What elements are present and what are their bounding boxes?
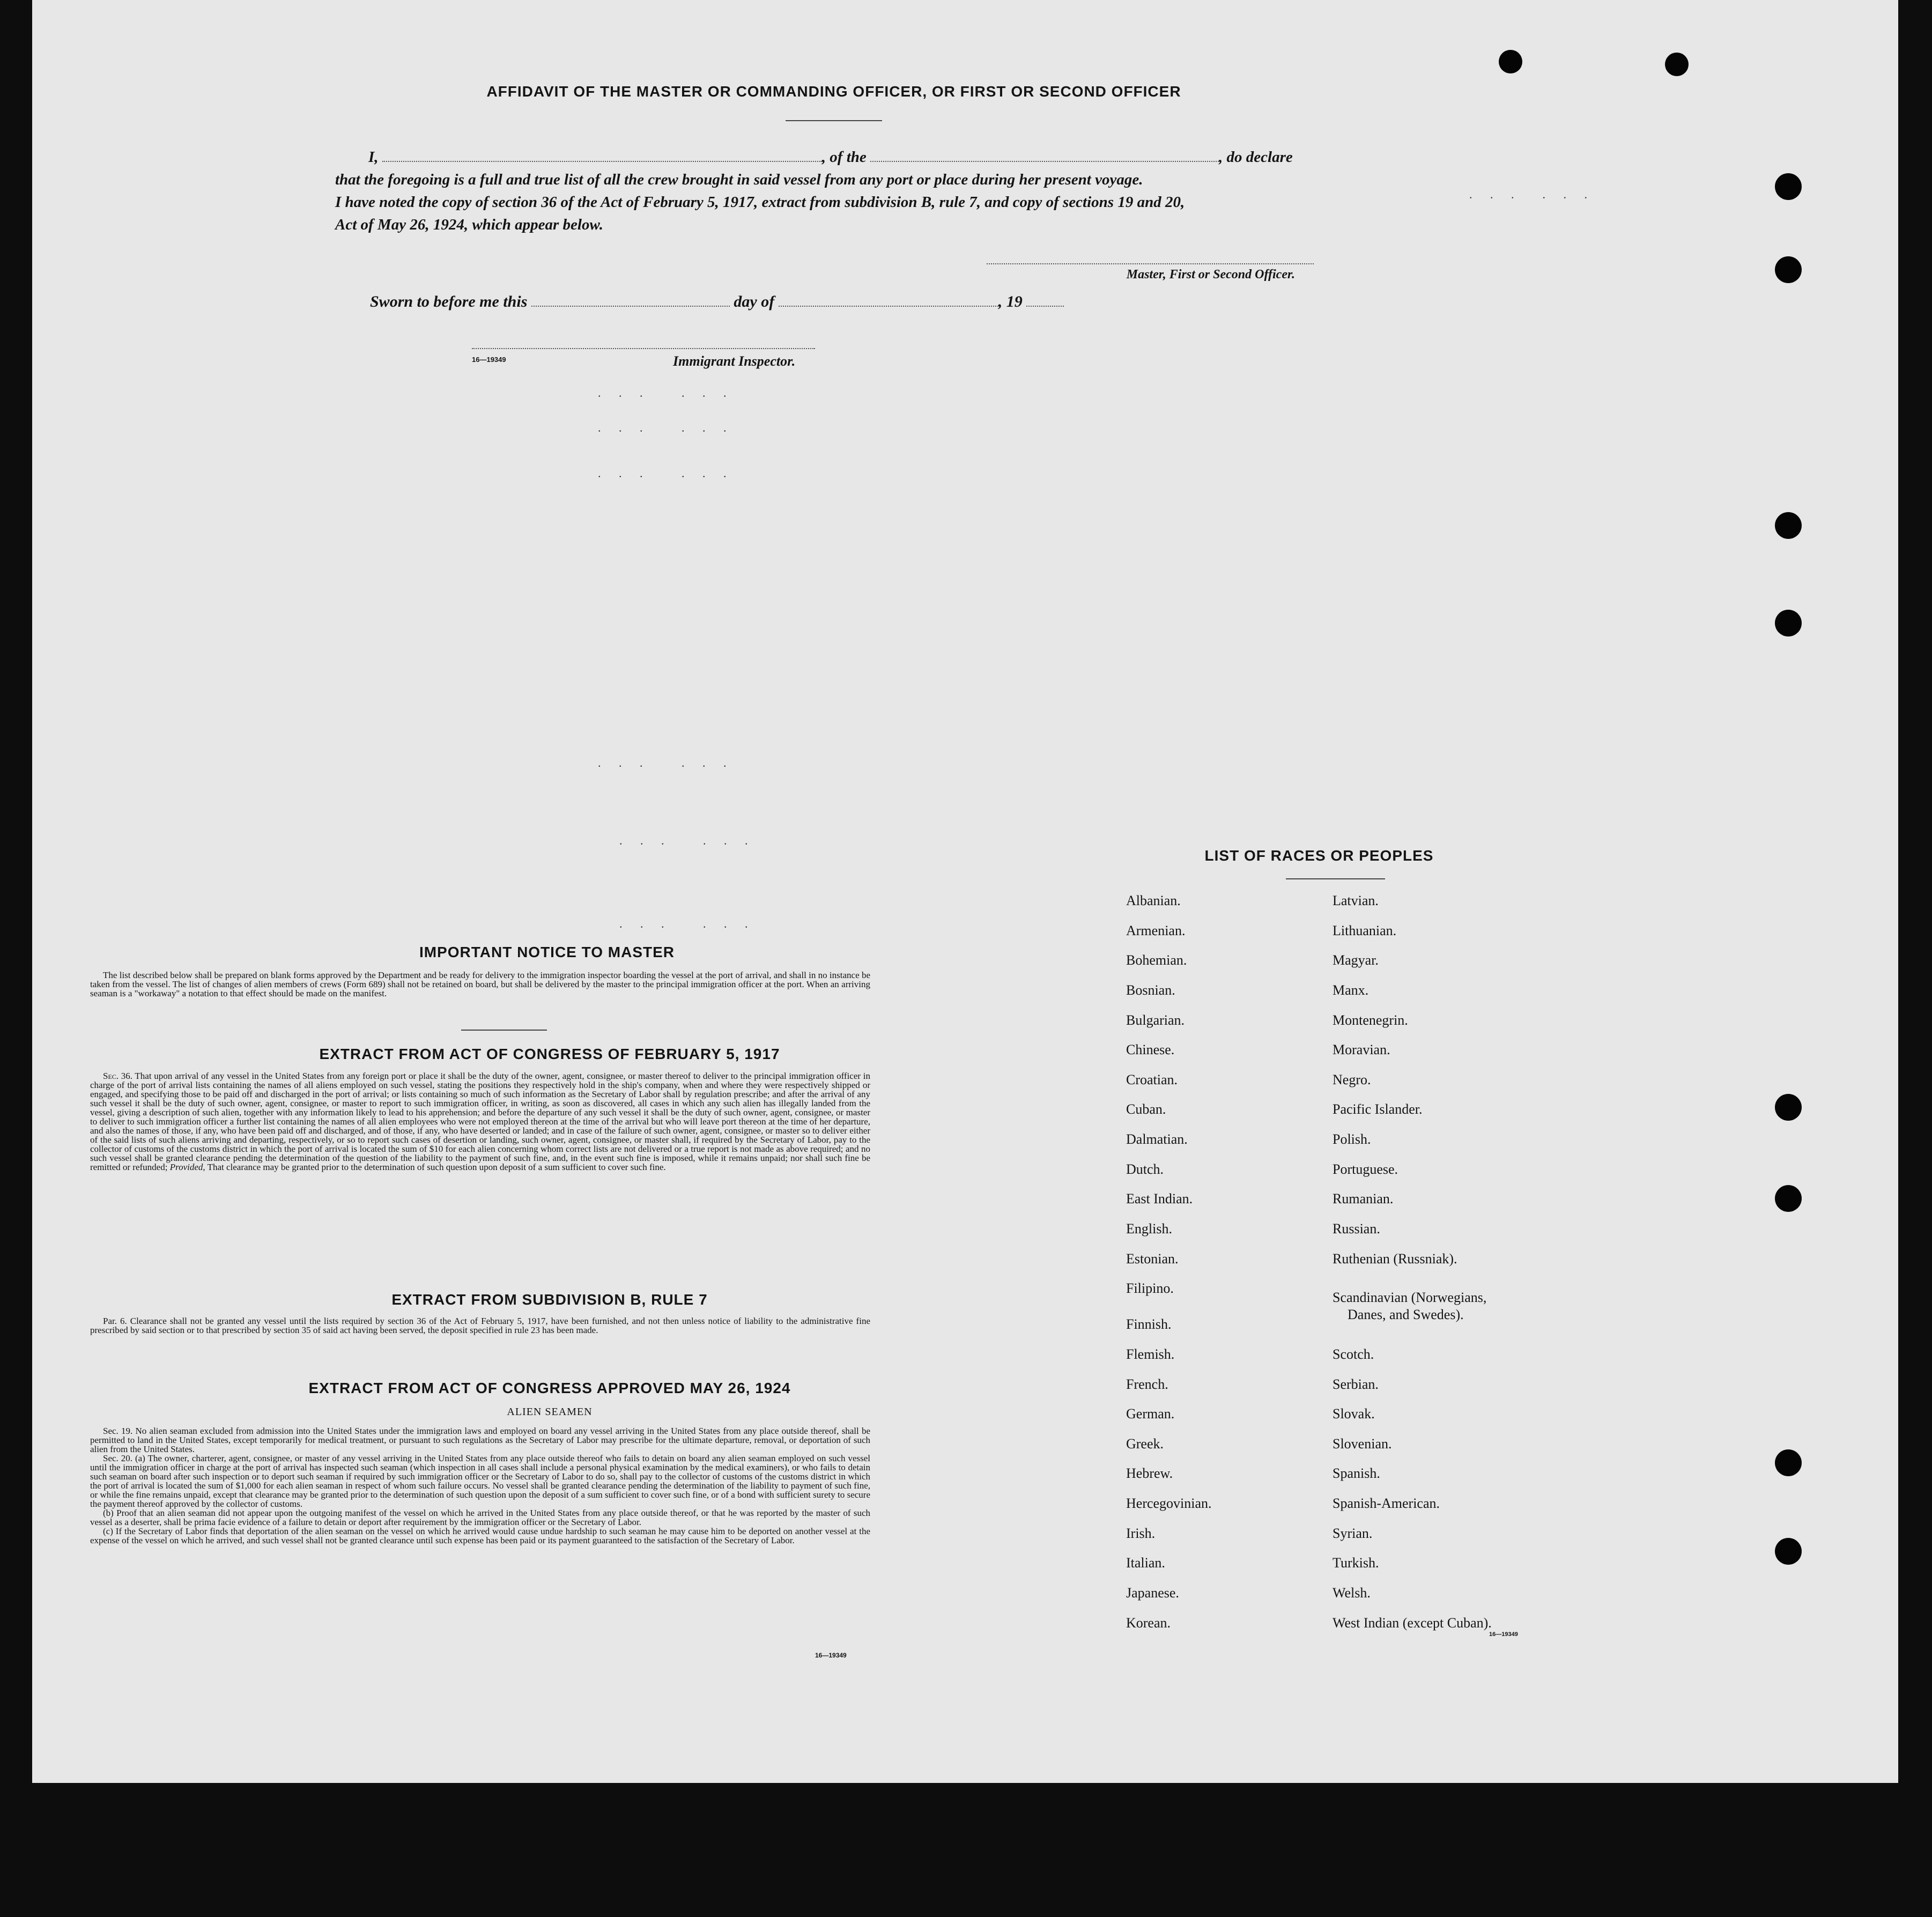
- race-item: Italian.: [1126, 1555, 1165, 1571]
- race-item: Scotch.: [1333, 1346, 1374, 1362]
- race-item: Korean.: [1126, 1615, 1171, 1631]
- race-item: Hebrew.: [1126, 1465, 1173, 1481]
- races-right-column: [1333, 893, 1601, 1654]
- sec20b-paragraph: (b) Proof that an alien seaman did not appear upon the outgoing manifest of the vessel on which he arrived in the United States from any place outside thereof, or that he was reported by the master of such vessel as a deserter, shall be prima facie evidence of a failure to detain or deport after requirement by the immigration officer or the Secretary of Labor.: [90, 1508, 870, 1527]
- race-item: Portuguese.: [1333, 1161, 1398, 1177]
- race-item: Irish.: [1126, 1526, 1156, 1541]
- master-signature-line[interactable]: [987, 263, 1314, 264]
- race-item: Montenegrin.: [1333, 1012, 1408, 1028]
- race-item: Cuban.: [1126, 1101, 1166, 1117]
- race-item: Bosnian.: [1126, 982, 1175, 998]
- affidavit-line-3: I have noted the copy of section 36 of the Act of February 5, 1917, extract from subdivision B, rule 7, and copy of sections 19 and 20,: [335, 194, 1185, 211]
- race-item: Negro.: [1333, 1072, 1371, 1087]
- race-item: Russian.: [1333, 1221, 1380, 1237]
- form-number: 16—19349: [472, 356, 506, 364]
- race-item: Rumanian.: [1333, 1191, 1394, 1207]
- affidavit-line-4: Act of May 26, 1924, which appear below.: [335, 216, 603, 233]
- race-item: Serbian.: [1333, 1376, 1379, 1392]
- race-item: Slovak.: [1333, 1406, 1375, 1422]
- race-item: Spanish.: [1333, 1465, 1380, 1481]
- proviso-text: That clearance may be granted prior to the determination of such question upon deposit of a sum sufficient to cover such fine.: [207, 1162, 666, 1172]
- act1924-title: EXTRACT FROM ACT OF CONGRESS APPROVED MAY 26, 1924: [308, 1380, 791, 1396]
- name-blank[interactable]: [382, 160, 822, 162]
- race-item: Spanish-American.: [1333, 1496, 1440, 1511]
- master-signature-block: [987, 263, 1314, 282]
- punch-hole: [1775, 512, 1802, 539]
- punch-hole: [1775, 610, 1802, 636]
- race-item: West Indian (except Cuban).: [1333, 1615, 1492, 1631]
- sec19-paragraph: Sec. 19. No alien seaman excluded from admission into the United States under the immigration laws and employed on board any vessel arriving in the United States from any place outside thereof, shall be permitted to land in the United States, except temporarily for medical treatment, or pursuant to such regulations as the Secretary of Labor may prescribe for the ultimate departure, removal, or deportation of such alien from the United States.: [90, 1426, 870, 1454]
- race-item: Slovenian.: [1333, 1436, 1392, 1452]
- races-title: LIST OF RACES OR PEOPLES: [1204, 847, 1434, 864]
- race-item: Welsh.: [1333, 1585, 1371, 1601]
- race-item: Bulgarian.: [1126, 1012, 1185, 1028]
- affidavit-of-the: , of the: [821, 149, 867, 166]
- punch-hole: [1499, 50, 1522, 73]
- stray-marks: . . . . . .: [1469, 188, 1595, 201]
- race-item: Greek.: [1126, 1436, 1164, 1452]
- race-item: Danes, and Swedes).: [1348, 1307, 1464, 1322]
- race-item: Japanese.: [1126, 1585, 1179, 1601]
- proviso-label: Provided,: [169, 1162, 205, 1172]
- stray-marks: . . . . . .: [619, 917, 756, 930]
- affidavit-line-1: [335, 146, 1338, 168]
- stray-marks: . . . . . .: [598, 467, 734, 480]
- race-item: Scandinavian (Norwegians,: [1333, 1290, 1487, 1305]
- race-item: East Indian.: [1126, 1191, 1193, 1207]
- sec36-paragraph: [90, 1071, 870, 1172]
- race-item: Latvian.: [1333, 893, 1379, 908]
- race-item: German.: [1126, 1406, 1175, 1422]
- race-item: Croatian.: [1126, 1072, 1178, 1087]
- sec20c-paragraph: (c) If the Secretary of Labor finds that deportation of the alien seaman on the vessel on which he arrived would cause undue hardship to such seaman he may cause him to be deported on another vessel at the expense of the vessel on which he arrived, and such vessel shall not be granted clearance until such expense has been paid or its payment guaranteed to the satisfaction of the Secretary of Labor.: [90, 1526, 870, 1545]
- race-item: Ruthenian (Russniak).: [1333, 1251, 1457, 1267]
- affidavit-do-declare: , do declare: [1219, 149, 1293, 166]
- day-of-label: day of: [734, 293, 775, 310]
- punch-hole: [1775, 256, 1802, 283]
- rule7-title: EXTRACT FROM SUBDIVISION B, RULE 7: [391, 1291, 708, 1308]
- sec36-text: That upon arrival of any vessel in the United States from any foreign port or place it shall be the duty of the owner, agent, consignee, or master thereof to deliver to the principal immigration officer in charge of the port of arrival lists containing the names of all aliens employed on such vessel, stating the positions they respectively hold in the ship's company, when and where they were respectively shipped or engaged, and specifying those to be paid off and discharged in the port of arrival; or lists containing so much of such information as the Secretary of Labor shall by regulation prescribe; and after the arrival of any such vessel it shall be the duty of such owner, agent, consignee, or master to report to such immigration officer, in writing, as soon as discovered, all cases in which any such alien has illegally landed from the vessel, giving a description of such alien, together with any information likely to lead to his apprehension; and before the departure of any such vessel it shall be the duty of such owner, agent, consignee, or master to deliver to such immigration officer a further list containing the names of all alien employees who were not employed thereon at the time of the arrival but who will leave port thereon at the time of her departure, and also the names of those, if any, who have been paid off and discharged, and of those, if any, who have deserted or landed; and in case of the failure of such owner, agent, consignee, or master so to deliver either of the said lists of such aliens arriving and departing, respectively, or so to report such cases of desertion or landing, such owner, agent, consignee, or master shall, if required by the Secretary of Labor, pay to the collector of customs of the customs district in which the port of arrival is located the sum of $10 for each alien concerning whom correct lists are not delivered or a true report is not made as above required; and no such vessel shall be granted clearance pending the determination of the question of the liability to the payment of such fine, and, in the event such fine is imposed, while it remains unpaid; nor shall such fine be remitted or refunded;: [90, 1071, 870, 1172]
- sworn-day-blank[interactable]: [531, 305, 730, 307]
- section-rule: [461, 1030, 547, 1031]
- race-item: Lithuanian.: [1333, 923, 1397, 938]
- stray-marks: . . . . . .: [598, 386, 734, 399]
- notice-title: IMPORTANT NOTICE TO MASTER: [419, 944, 675, 960]
- race-item: English.: [1126, 1221, 1172, 1237]
- race-item: Magyar.: [1333, 952, 1379, 968]
- act1924-body: [90, 1426, 870, 1545]
- master-signature-label: Master, First or Second Officer.: [1126, 268, 1295, 282]
- vessel-blank[interactable]: [870, 160, 1219, 162]
- race-item: Chinese.: [1126, 1042, 1175, 1057]
- races-left-column: [1126, 893, 1330, 1644]
- race-item: Albanian.: [1126, 893, 1181, 908]
- races-rule: [1286, 878, 1385, 879]
- affidavit-i: I,: [368, 149, 379, 166]
- title-rule: [786, 120, 882, 121]
- race-item: French.: [1126, 1376, 1168, 1392]
- inspector-signature-block: [472, 347, 815, 372]
- race-item: Hercegovinian.: [1126, 1496, 1212, 1511]
- year-blank[interactable]: [1026, 305, 1064, 307]
- punch-hole: [1775, 173, 1802, 200]
- extract-1917-title: EXTRACT FROM ACT OF CONGRESS OF FEBRUARY 5, 1917: [319, 1046, 780, 1062]
- race-item: Polish.: [1333, 1131, 1371, 1147]
- act1924-form-number: 16—19349: [815, 1652, 847, 1659]
- stray-marks: . . . . . .: [598, 756, 734, 769]
- stray-marks: . . . . . .: [598, 421, 734, 434]
- race-item: Finnish.: [1126, 1316, 1172, 1332]
- notice-paragraph: The list described below shall be prepared on blank forms approved by the Department and be ready for delivery to the immigration inspector boarding the vessel at the port of arrival, and shall in no instance be taken from the vessel. The list of changes of alien members of crews (Form 689) shall not be retained on board, but shall be delivered by the master to the principal immigration officer at the port. When an arriving seaman is a "workaway" a notation to that effect should be made on the manifest.: [90, 970, 870, 998]
- race-item: Dutch.: [1126, 1161, 1164, 1177]
- races-form-number: 16—19349: [1489, 1631, 1518, 1638]
- rule7-body: [90, 1316, 870, 1335]
- extract-1917-body: [90, 1071, 870, 1172]
- notice-body: [90, 971, 870, 998]
- race-item: Pacific Islander.: [1333, 1101, 1423, 1117]
- race-item: Dalmatian.: [1126, 1131, 1188, 1147]
- month-blank[interactable]: [779, 305, 998, 307]
- affidavit-line-2: that the foregoing is a full and true list of all the crew brought in said vessel from any port or place during her present voyage.: [335, 171, 1143, 188]
- race-item: Armenian.: [1126, 923, 1186, 938]
- race-item: Syrian.: [1333, 1526, 1373, 1541]
- year-label: , 19: [998, 293, 1023, 310]
- inspector-label: Immigrant Inspector.: [673, 353, 796, 369]
- affidavit-body: [335, 146, 1338, 236]
- sworn-label: Sworn to before me this: [370, 293, 528, 310]
- affidavit-title: AFFIDAVIT OF THE MASTER OR COMMANDING OFFICER, OR FIRST OR SECOND OFFICER: [486, 83, 1181, 100]
- sec20a-paragraph: Sec. 20. (a) The owner, charterer, agent, consignee, or master of any vessel arriving in the United States from any place outside thereof who fails to detain on board any alien seaman employed on such vessel until the immigration officer in charge at the port of arrival has inspected such seaman (which inspection in all cases shall include a personal physical examination by the medical examiners), or who fails to detain such seaman on board after such inspection or to deport such seaman if required by such immigration officer or the Secretary of Labor to do so, shall pay to the collector of customs of the customs district in which the port of arrival is located the sum of $1,000 for each alien seaman in respect of whom such failure occurs. No vessel shall be granted clearance pending the determination of the liability to payment of such fine, or while the fine remains unpaid, except that clearance may be granted prior to the determination of such question upon the deposit of a sum sufficient to cover such fine, or of a bond with sufficient surety to secure the payment thereof approved by the collector of customs.: [90, 1453, 870, 1509]
- punch-hole: [1775, 1538, 1802, 1565]
- punch-hole: [1775, 1094, 1802, 1121]
- punch-hole: [1775, 1449, 1802, 1476]
- race-item: Estonian.: [1126, 1251, 1179, 1267]
- act1924-subtitle: ALIEN SEAMEN: [507, 1406, 593, 1418]
- punch-hole: [1775, 1185, 1802, 1212]
- stray-marks: . . . . . .: [619, 834, 756, 847]
- sworn-line: [370, 293, 1064, 311]
- race-item: Manx.: [1333, 982, 1369, 998]
- race-item: Filipino.: [1126, 1281, 1174, 1296]
- race-item: Bohemian.: [1126, 952, 1187, 968]
- sec36-label: Sec. 36.: [103, 1071, 132, 1081]
- race-item: Turkish.: [1333, 1555, 1379, 1571]
- inspector-signature-line[interactable]: [472, 347, 815, 349]
- punch-hole: [1665, 53, 1689, 76]
- rule7-paragraph: Par. 6. Clearance shall not be granted any vessel until the lists required by section 36 of the Act of February 5, 1917, have been furnished, and not then unless notice of liability to the administrative fine prescribed by said section or to that prescribed by section 35 of said act having been served, the deposit specified in rule 23 has been made.: [90, 1316, 870, 1335]
- race-item: Moravian.: [1333, 1042, 1390, 1057]
- race-item: Flemish.: [1126, 1346, 1175, 1362]
